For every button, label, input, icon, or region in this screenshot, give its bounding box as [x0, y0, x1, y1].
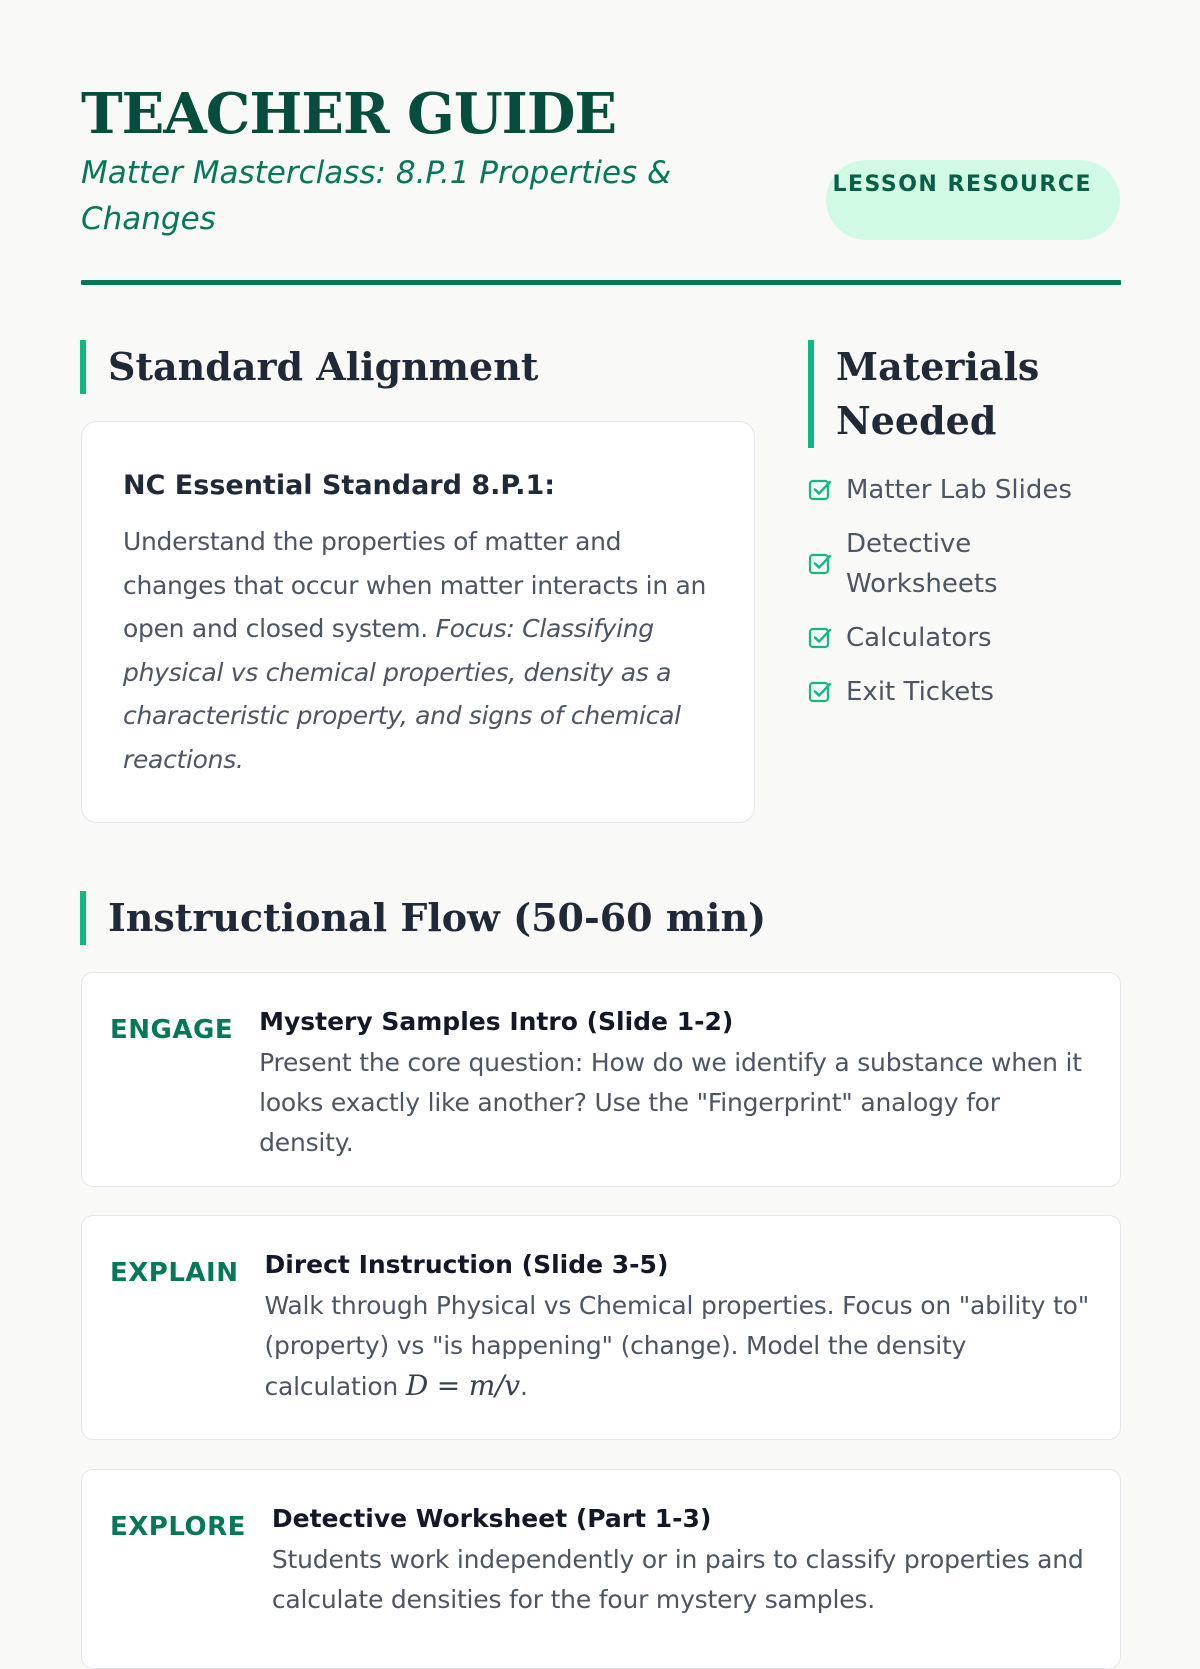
flow-step-engage	[81, 972, 1121, 1187]
flow-step-explore	[81, 1469, 1121, 1669]
phase-label: EXPLAIN	[110, 1258, 239, 1288]
flow-step-text-main: Walk through Physical vs Chemical properties. Focus on "ability to" (property) vs "is happening" (change). Model the density calculation	[264, 1291, 1090, 1401]
list-item	[808, 470, 1128, 510]
header-divider	[81, 280, 1121, 285]
checkbox-checked-icon	[808, 478, 832, 502]
checkbox-checked-icon	[808, 552, 832, 576]
flow-step-explain	[81, 1215, 1121, 1440]
standard-label: NC Essential Standard 8.P.1:	[123, 470, 556, 501]
flow-step-text: Present the core question: How do we identify a substance when it looks exactly like another? Use the "Fingerprint" analogy for density.	[259, 1048, 1082, 1157]
standard-alignment-heading: Standard Alignment	[80, 340, 538, 394]
checkbox-checked-icon	[808, 680, 832, 704]
phase-label: ENGAGE	[110, 1015, 234, 1045]
flow-step-title: Detective Worksheet (Part 1-3)	[271, 1504, 712, 1533]
flow-step-body	[265, 1246, 1093, 1439]
standard-card	[81, 421, 755, 823]
density-formula: D = m/v	[405, 1369, 520, 1402]
page-header	[81, 82, 1121, 242]
flow-step-title: Mystery Samples Intro (Slide 1-2)	[259, 1007, 734, 1036]
page-subtitle: Matter Masterclass: 8.P.1 Properties & Changes	[81, 155, 672, 237]
standard-focus: Focus: Classifying physical vs chemical properties, density as a characteristic property, and signs of chemical reactions.	[123, 614, 681, 774]
flow-step-body	[272, 1500, 1092, 1668]
material-label: Detective Worksheets	[846, 529, 998, 599]
flow-step-text	[265, 1286, 1093, 1407]
phase-label: EXPLORE	[110, 1512, 246, 1542]
list-item	[808, 618, 1128, 658]
checkbox-checked-icon	[808, 626, 832, 650]
flow-step-title: Direct Instruction (Slide 3-5)	[264, 1250, 669, 1279]
list-item	[808, 524, 1128, 604]
material-label: Exit Tickets	[846, 677, 994, 707]
instructional-flow-heading: Instructional Flow (50-60 min)	[80, 891, 766, 945]
standard-text: Understand the properties of matter and changes that occur when matter interacts in an open and closed system.	[123, 527, 707, 643]
material-label: Matter Lab Slides	[846, 475, 1072, 505]
material-label: Calculators	[846, 623, 992, 653]
flow-step-body	[259, 1003, 1092, 1186]
flow-step-text-end: .	[519, 1372, 528, 1401]
materials-heading: Materials Needed	[808, 340, 1108, 448]
materials-list	[808, 470, 1128, 726]
lesson-resource-badge: LESSON RESOURCE	[826, 160, 1120, 240]
page-title: TEACHER GUIDE	[81, 81, 617, 147]
list-item	[808, 672, 1128, 712]
standard-description	[123, 520, 718, 781]
flow-step-text: Students work independently or in pairs to classify properties and calculate densities for the four mystery samples.	[271, 1545, 1084, 1614]
